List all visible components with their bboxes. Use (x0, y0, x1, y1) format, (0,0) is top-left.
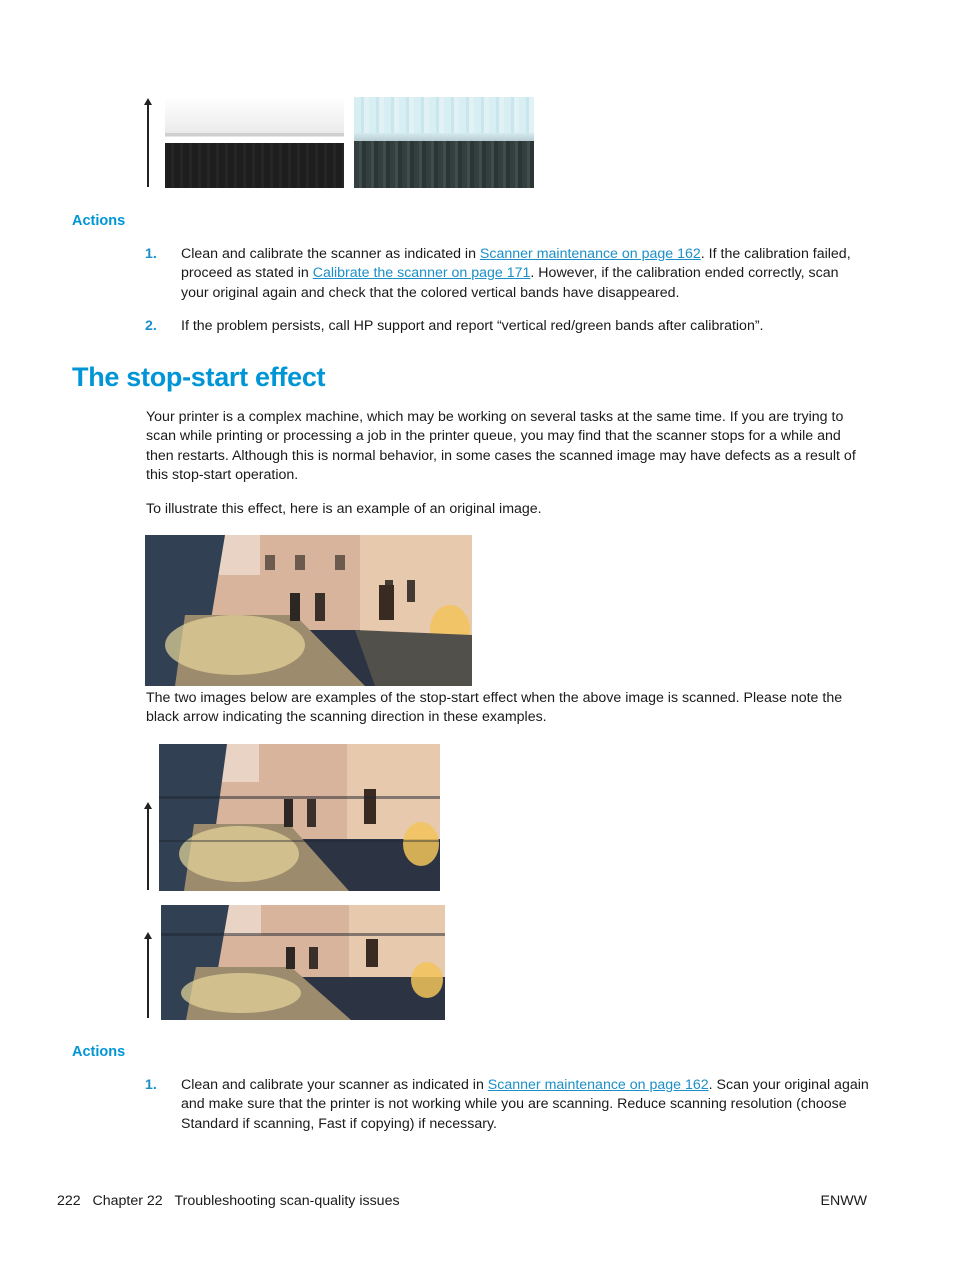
paragraph: To illustrate this effect, here is an example of an original image. (146, 501, 542, 517)
actions-heading: Actions (72, 213, 126, 229)
paragraph: The two images below are examples of the stop-start effect when the above image is scanned. Please note the black arrow indicating the scanning direction in these examples. (146, 690, 843, 726)
step-text-part: . However, if the calibration ended correctly, scan your original again and check that the colored vertical bands have disappeared. (181, 265, 839, 301)
step-text-part: Clean and calibrate your scanner as indicated in (181, 1077, 488, 1093)
step-number: 1. (145, 246, 157, 262)
section-title: The stop-start effect (72, 362, 326, 392)
step-text-part: . If the calibration failed, proceed as stated in (181, 246, 851, 282)
step-text (181, 1076, 871, 1134)
stop-start-example-illustration (161, 905, 445, 1020)
stop-start-example-photo (159, 744, 440, 891)
calibration-image-bands (354, 97, 534, 188)
step-number: 2. (145, 318, 157, 334)
scan-direction-arrow (147, 808, 149, 890)
step-text (181, 245, 851, 303)
stop-start-example-illustration (159, 744, 440, 891)
scanner-maintenance-link[interactable]: Scanner maintenance on page 162 (479, 246, 701, 262)
step-text-part: Clean and calibrate the scanner as indicated in (181, 246, 480, 262)
paragraph: Your printer is a complex machine, which may be working on several tasks at the same time. If you are trying to scan while printing or processing a job in the printer queue, you may find that the scanner stops for a while and then restarts. Although this is normal behavior, in some cases the scanned image may have defects as a result of this stop-start operation. (146, 409, 856, 483)
scan-direction-arrow (147, 104, 149, 187)
step-text: If the problem persists, call HP support and report “vertical red/green bands after calibration”. (181, 318, 764, 334)
chapter-label: Chapter 22 (92, 1193, 163, 1209)
step-text-part: . Scan your original again and make sure that the printer is not working while you are scanning. Reduce scanning resolution (choose Standard if scanning, Fast if copying) if necessary. (181, 1077, 869, 1132)
step-number: 1. (145, 1077, 157, 1093)
footer (57, 1193, 867, 1213)
calibration-image-bw (165, 97, 344, 188)
stop-start-example-photo (161, 905, 445, 1020)
calibrate-scanner-link[interactable]: Calibrate the scanner on page 171 (312, 265, 531, 282)
scan-direction-arrow (147, 938, 149, 1018)
footer-code: ENWW (820, 1193, 867, 1209)
scanner-maintenance-link[interactable]: Scanner maintenance on page 162 (487, 1077, 709, 1093)
actions-heading: Actions (72, 1044, 126, 1060)
chapter-title: Troubleshooting scan-quality issues (174, 1193, 400, 1209)
original-photo (145, 535, 472, 686)
page-number: 222 (57, 1193, 81, 1209)
original-photo-illustration (145, 535, 472, 686)
